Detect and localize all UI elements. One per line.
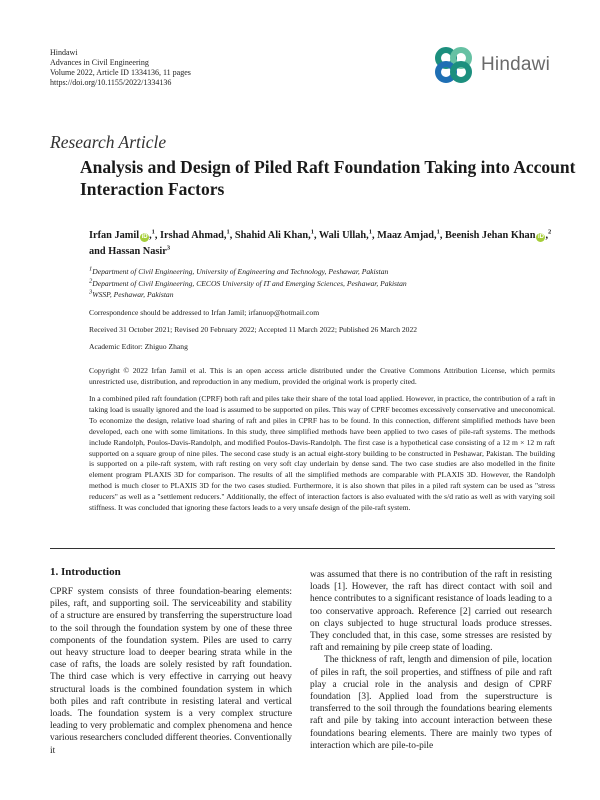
author-name: Wali Ullah,$^1$, <box>318 228 375 241</box>
author-affiliation-marker: 1 <box>436 228 440 236</box>
author-list: Irfan Jamil iD ,$^1$, Irshad Ahmad,$^1$, Shahid Ali Khan,$^1$, Wali Ullah,$^1$, Maaz Amjad,$^1$, Beenish Jehan Khan iD ,$^2$ and Hassan Nasir$^3$ <box>89 228 552 257</box>
affiliation-item <box>89 266 559 278</box>
intro-paragraph-2: The thickness of raft, length and dimension of pile, location of piles in raft, the soil properties, and stiffness of pile and raft play a crucial role in the analysis and design of CPRF foundation [3]. Applied load from the superstructure is transferred to the soil through the foundations bearing elements raft and pile by taking into account interaction between these foundations bearing elements. There are mainly two types of interaction which are pile-to-pile <box>310 655 552 751</box>
introduction-heading: 1. Introduction <box>50 566 121 578</box>
author-name <box>108 246 170 257</box>
author-affiliation-marker: 2 <box>548 228 552 236</box>
article-title: Analysis and Design of Piled Raft Foundation Taking into Account Interaction Factors <box>80 157 576 199</box>
affiliation-item <box>89 278 559 290</box>
hindawi-logo <box>433 43 553 87</box>
intro-paragraph-continued: was assumed that there is no contribution of the raft in resisting loads [1]. However, the raft has direct contact with soil and hence contributes to a significant resistance of loads leading to a too conservative approach. Reference [2] carried out research on clays subjected to huge structural loads produce stresses. They concluded that, in this case, some stresses are resisted by raft and remaining by pile creep state of loading. <box>310 570 552 654</box>
left-column <box>50 565 292 757</box>
journal-info <box>50 48 191 88</box>
intro-paragraph-1: CPRF system consists of three foundation-bearing elements: piles, raft, and supporting soil. The serviceability and stability of a structure are ensured by transferring the superstructure load to the soil through the foundation system by one of these three components of the foundation system. Piles are used to carry out heavy structure load to deeper bearing strata while in the case of rafts, the loads are solely resisted by raft foundation. The third case which is very effective in carrying out heavy structural loads is the combined foundation system in which both piles and raft contribute in resisting lateral and vertical loads. The foundation system is a very complex structure leading to very problematic and complex phenomena and hence various researchers concluded different theories. Conventionally it <box>50 587 292 756</box>
affiliation-marker: 3 <box>89 288 93 296</box>
author-name-text: Shahid Ali Khan <box>234 230 309 241</box>
author-affiliation-marker: 1 <box>310 228 314 236</box>
author-name: Maaz Amjad,$^1$, <box>377 228 443 241</box>
article-dates: Received 31 October 2021; Revised 20 February 2022; Accepted 11 March 2022; Published 26 March 2022 <box>89 325 418 334</box>
affiliation-text: WSSP, Peshawar, Pakistan <box>92 290 174 299</box>
affiliation-marker: 2 <box>89 276 93 284</box>
author-affiliation-marker: 1 <box>226 228 230 236</box>
publisher-name: Hindawi <box>50 48 78 57</box>
orcid-icon[interactable]: iD <box>537 234 544 240</box>
author-name-text: Beenish Jehan Khan <box>445 230 536 241</box>
abstract: In a combined piled raft foundation (CPRF) both raft and piles take their share of the total load applied. However, in practice, the contribution of a raft in taking load is usually ignored and the load is assumed to be supported on piles. This way of CPRF becomes excessively conservative and uneconomical. To economize the design, relative load sharing of raft and piles in CPRF has to be found. In this connection, different simplified methods have been developed, each one with some limitations. In this study, three simplified methods have been applied to two cases of pile-raft systems. The methods include Randolph, Poulos-Davis-Randolph, and modified Poulos-Davis-Randolph. The first case is a hypothetical case consisting of a 12 m × 12 m raft supported on a square group of nine piles. The second case study is an actual eight-story building to be constructed in Peshawar, Pakistan. The building is supported on a pile-raft system, with raft resting on very soft clay underlain by dense sand. The two case studies are also modelled in the finite element program PLAXIS 3D for comparison. The results of all the simplified methods are comparable with PLAXIS 3D. However, the Randolph method is much closer to PLAXIS 3D for the two cases studied. Furthermore, it is also shown that piles in a piled raft system can be used as "stress reducers" as well as a "settlement reducers." Additionally, the effect of interaction factors is also evaluated with the s/d ratio as well as with varying soil stiffness. It was concluded that ignoring these factors leads to a very unsafe design of the pile-raft system. <box>89 394 555 513</box>
author-name-text: Irfan Jamil <box>89 230 140 241</box>
section-divider <box>50 548 555 549</box>
author-affiliation-marker: 1 <box>368 228 372 236</box>
affiliation-list <box>89 266 559 301</box>
author-name-text: Wali Ullah <box>318 230 367 241</box>
doi-link[interactable]: https://doi.org/10.1155/2022/1334136 <box>50 78 172 87</box>
author-affiliation-marker: 1 <box>151 228 155 236</box>
hindawi-logo-text: Hindawi <box>481 54 550 75</box>
copyright-notice: Copyright © 2022 Irfan Jamil et al. This is an open access article distributed under the Creative Commons Attribution License, which permits unrestricted use, distribution, and reproduction in any medium, provided the original work is properly cited. <box>89 366 555 386</box>
affiliation-text: Department of Civil Engineering, CECOS University of IT and Emerging Sciences, Peshawar, Pakistan <box>92 278 407 288</box>
affiliation-item <box>89 289 559 301</box>
author-name-text: Hassan Nasir <box>108 246 167 257</box>
author-name-text: Maaz Amjad <box>377 230 435 241</box>
author-name: Shahid Ali Khan,$^1$, <box>234 228 317 241</box>
right-column <box>310 569 552 752</box>
hindawi-logo-icon <box>433 45 477 85</box>
academic-editor: Academic Editor: Zhiguo Zhang <box>89 342 188 351</box>
journal-name: Advances in Civil Engineering <box>50 58 149 67</box>
affiliation-text: Department of Civil Engineering, University of Engineering and Technology, Peshawar, Pakistan <box>92 267 389 276</box>
author-name: Irshad Ahmad,$^1$, <box>160 228 233 241</box>
author-name-text: Irshad Ahmad <box>160 230 224 241</box>
volume-info: Volume 2022, Article ID 1334136, 11 pages <box>50 68 191 77</box>
correspondence: Correspondence should be addressed to Irfan Jamil; irfanuop@hotmail.com <box>89 308 320 317</box>
article-type: Research Article <box>50 132 167 152</box>
author-name: Irfan Jamil iD ,$^1$, <box>89 228 158 241</box>
affiliation-marker: 1 <box>89 265 93 273</box>
author-name: Beenish Jehan Khan iD ,$^2$ <box>445 228 552 241</box>
author-affiliation-marker: 3 <box>166 244 171 252</box>
orcid-icon[interactable]: iD <box>141 234 148 240</box>
